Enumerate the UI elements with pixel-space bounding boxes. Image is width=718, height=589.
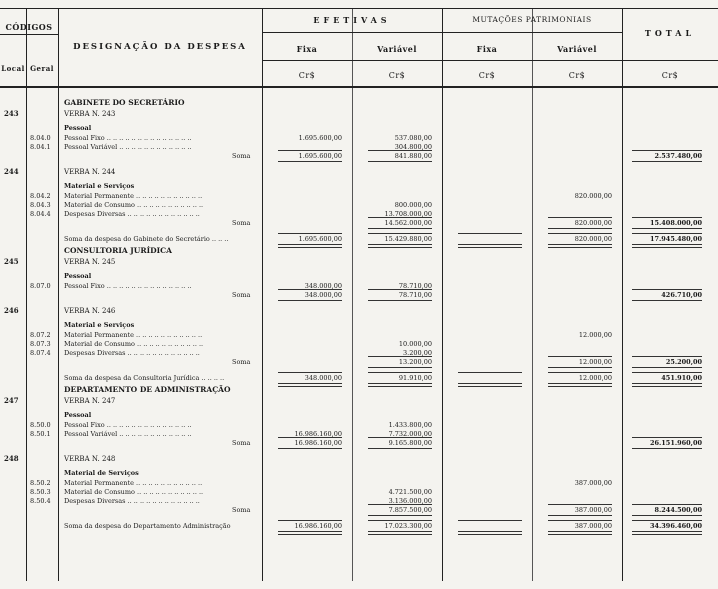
- ledger-row-sub: [0, 271, 718, 281]
- sum-underline: [368, 515, 432, 516]
- value-efetiva-variavel: 13.200,00: [398, 358, 432, 366]
- ledger-row-sub: [0, 181, 718, 191]
- description: VERBA N. 243: [64, 110, 116, 118]
- description: Material de Consumo .. .. .. .. .. .. .. .. .. .. ..: [64, 201, 204, 209]
- value-efetiva-fixa: 348.000,00: [304, 374, 342, 382]
- description: Despesas Diversas .. .. .. .. .. .. .. .. .. .. .. ..: [64, 497, 200, 505]
- value-efetiva-variavel: 10.000,00: [398, 340, 432, 348]
- sum-rule: [368, 520, 432, 521]
- value-efetiva-variavel: 304.800,00: [394, 143, 432, 151]
- sum-rule: [632, 233, 702, 234]
- ledger-row-soma: [0, 357, 718, 367]
- sum-underline: [632, 300, 702, 301]
- description: VERBA N. 245: [64, 258, 116, 266]
- header-total: TOTAL: [644, 28, 696, 38]
- description: VERBA N. 248: [64, 455, 116, 463]
- ledger-row-section: [0, 98, 718, 108]
- value-efetiva-variavel: 78.710,00: [398, 291, 432, 299]
- code-local: 244: [4, 167, 19, 176]
- sum-underline: [368, 161, 432, 162]
- description: Material de Consumo .. .. .. .. .. .. .. .. .. .. ..: [64, 488, 204, 496]
- code-local: 247: [4, 396, 19, 405]
- sum-underline: [278, 531, 342, 535]
- code-geral: 8.04.3: [30, 201, 51, 209]
- code-geral: 8.50.1: [30, 430, 51, 438]
- ledger-row-verba: [0, 257, 718, 267]
- description: Pessoal Fixo .. .. .. .. .. .. .. .. .. .. .. .. .. ..: [64, 282, 192, 290]
- description: VERBA N. 247: [64, 397, 116, 405]
- sum-rule: [278, 520, 342, 521]
- currency-variavel: Cr$: [388, 71, 406, 80]
- description: Despesas Diversas .. .. .. .. .. .. .. .. .. .. .. ..: [64, 210, 200, 218]
- description: Soma: [232, 152, 251, 160]
- header-geral: Geral: [30, 64, 54, 73]
- header-top-rule: [0, 8, 718, 9]
- description: Material Permanente .. .. .. .. .. .. .. .. .. .. ..: [64, 192, 203, 200]
- value-total: 34.396.460,00: [649, 522, 702, 530]
- currency-mvariavel: Cr$: [568, 71, 586, 80]
- code-local: 248: [4, 454, 19, 463]
- currency-mfixa: Cr$: [478, 71, 496, 80]
- description: Material de Serviços: [64, 469, 139, 477]
- ledger-row-verba: [0, 306, 718, 316]
- description: VERBA N. 244: [64, 168, 116, 176]
- sum-underline: [548, 228, 612, 229]
- sum-rule: [368, 150, 432, 151]
- header-local: Local: [1, 64, 25, 73]
- code-local: 246: [4, 306, 19, 315]
- code-geral: 8.07.4: [30, 349, 51, 357]
- ledger-row-soma: [0, 151, 718, 161]
- ledger-row-sub: [0, 410, 718, 420]
- ledger-row-verba: [0, 109, 718, 119]
- codigos-rule: [0, 34, 58, 35]
- description: Pessoal: [64, 124, 92, 132]
- sum-underline: [632, 448, 702, 449]
- value-efetiva-fixa: 348.000,00: [304, 282, 342, 290]
- description: Pessoal: [64, 411, 92, 419]
- sum-underline: [368, 531, 432, 535]
- sum-rule: [458, 233, 522, 234]
- value-efetiva-fixa: 16.986.160,00: [294, 430, 342, 438]
- code-geral: 8.07.2: [30, 331, 51, 339]
- header-mutacoes: MUTAÇÕES PATRIMONIAIS: [472, 15, 592, 24]
- description: Material e Serviços: [64, 321, 135, 329]
- ledger-row-verba: [0, 454, 718, 464]
- value-total: 15.408.000,00: [649, 219, 702, 227]
- value-mutacao-variavel: 12.000,00: [578, 358, 612, 366]
- description: Soma: [232, 439, 251, 447]
- description: Material de Consumo .. .. .. .. .. .. .. .. .. .. ..: [64, 340, 204, 348]
- sum-rule: [458, 372, 522, 373]
- sum-underline: [632, 161, 702, 162]
- value-efetiva-variavel: 78.710,00: [398, 282, 432, 290]
- sum-rule: [548, 520, 612, 521]
- sum-rule: [548, 217, 612, 218]
- sum-rule: [278, 437, 342, 438]
- value-mutacao-variavel: 387.000,00: [574, 522, 612, 530]
- header-mfixa: Fixa: [476, 44, 498, 54]
- value-efetiva-variavel: 1.433.800,00: [388, 421, 432, 429]
- value-efetiva-variavel: 841.880,00: [394, 152, 432, 160]
- header-designacao: DESIGNAÇÃO DA DESPESA: [73, 42, 247, 52]
- value-total: 25.200,00: [665, 358, 702, 366]
- sum-rule: [458, 520, 522, 521]
- description: Pessoal: [64, 272, 92, 280]
- sum-rule: [278, 372, 342, 373]
- sum-rule: [368, 437, 432, 438]
- sum-underline: [632, 228, 702, 229]
- description: Soma da despesa do Gabinete do Secretário .. .. ..: [64, 235, 229, 243]
- value-total: 451.910,00: [661, 374, 702, 382]
- description: Pessoal Variável .. .. .. .. .. .. .. .. .. .. .. ..: [64, 430, 192, 438]
- ledger-row-section: [0, 246, 718, 256]
- value-efetiva-variavel: 4.721.500,00: [388, 488, 432, 496]
- currency-fixa: Cr$: [298, 71, 316, 80]
- description: Despesas Diversas .. .. .. .. .. .. .. .. .. .. .. ..: [64, 349, 200, 357]
- description: Soma da despesa da Consultoria Jurídica .. .. .. ..: [64, 374, 225, 382]
- sum-rule: [368, 217, 432, 218]
- ledger-row-section: [0, 385, 718, 395]
- code-geral: 8.07.3: [30, 340, 51, 348]
- sum-rule: [632, 150, 702, 151]
- value-efetiva-fixa: 1.695.600,00: [298, 152, 342, 160]
- description: Soma da despesa do Departamento Administração: [64, 522, 231, 530]
- value-efetiva-variavel: 7.857.500,00: [388, 506, 432, 514]
- code-geral: 8.50.0: [30, 421, 51, 429]
- currency-total: Cr$: [661, 71, 679, 80]
- sum-underline: [368, 228, 432, 229]
- description: Pessoal Fixo .. .. .. .. .. .. .. .. .. .. .. .. .. ..: [64, 421, 192, 429]
- sum-underline: [368, 367, 432, 368]
- description: Material e Serviços: [64, 182, 135, 190]
- sum-rule: [548, 356, 612, 357]
- code-local: 243: [4, 109, 19, 118]
- sum-underline: [368, 300, 432, 301]
- value-efetiva-variavel: 7.732.000,00: [388, 430, 432, 438]
- value-mutacao-variavel: 387.000,00: [574, 506, 612, 514]
- sum-rule: [548, 504, 612, 505]
- sum-underline: [368, 448, 432, 449]
- header-variavel: Variável: [377, 44, 417, 54]
- value-mutacao-variavel: 820.000,00: [574, 235, 612, 243]
- value-efetiva-variavel: 9.165.800,00: [388, 439, 432, 447]
- value-efetiva-fixa: 16.986.160,00: [294, 439, 342, 447]
- ledger-row-sub: [0, 320, 718, 330]
- code-geral: 8.07.0: [30, 282, 51, 290]
- value-efetiva-variavel: 17.023.300,00: [384, 522, 432, 530]
- ledger-row-soma: [0, 505, 718, 515]
- description: VERBA N. 246: [64, 307, 116, 315]
- description: GABINETE DO SECRETÁRIO: [64, 98, 185, 107]
- ledger-row-soma: [0, 290, 718, 300]
- sum-rule: [632, 356, 702, 357]
- ledger-row-somad: [0, 373, 718, 383]
- description: CONSULTORIA JURÍDICA: [64, 246, 172, 255]
- value-mutacao-variavel: 387.000,00: [574, 479, 612, 487]
- sum-rule: [368, 504, 432, 505]
- sum-underline: [458, 531, 522, 535]
- sum-underline: [278, 448, 342, 449]
- sum-rule: [548, 372, 612, 373]
- value-mutacao-variavel: 12.000,00: [578, 374, 612, 382]
- value-efetiva-variavel: 14.562.000,00: [384, 219, 432, 227]
- value-efetiva-variavel: 3.200,00: [403, 349, 432, 357]
- subhead-rule: [262, 60, 718, 61]
- value-efetiva-fixa: 16.986.160,00: [294, 522, 342, 530]
- sum-underline: [548, 531, 612, 535]
- ledger-row-soma: [0, 218, 718, 228]
- code-local: 245: [4, 257, 19, 266]
- ledger-row-verba: [0, 167, 718, 177]
- sum-rule: [278, 289, 342, 290]
- description: Soma: [232, 219, 251, 227]
- description: Material Permanente .. .. .. .. .. .. .. .. .. .. ..: [64, 331, 203, 339]
- sum-rule: [368, 233, 432, 234]
- value-mutacao-variavel: 820.000,00: [574, 219, 612, 227]
- ledger-row-sub: [0, 123, 718, 133]
- header-fixa: Fixa: [296, 44, 318, 54]
- description: DEPARTAMENTO DE ADMINISTRAÇÃO: [64, 385, 231, 394]
- value-mutacao-variavel: 820.000,00: [574, 192, 612, 200]
- sum-rule: [632, 217, 702, 218]
- code-geral: 8.50.4: [30, 497, 51, 505]
- sum-underline: [278, 300, 342, 301]
- value-total: 8.244.500,00: [654, 506, 702, 514]
- sum-rule: [368, 289, 432, 290]
- sum-rule: [278, 233, 342, 234]
- value-efetiva-fixa: 348.000,00: [304, 291, 342, 299]
- header-mvariavel: Variável: [557, 44, 597, 54]
- value-total: 2.537.480,00: [654, 152, 702, 160]
- value-total: 426.710,00: [661, 291, 702, 299]
- description: Pessoal Fixo .. .. .. .. .. .. .. .. .. .. .. .. .. ..: [64, 134, 192, 142]
- header-codigos: CÓDIGOS: [5, 22, 53, 32]
- code-geral: 8.50.3: [30, 488, 51, 496]
- code-geral: 8.04.0: [30, 134, 51, 142]
- value-efetiva-variavel: 3.136.000,00: [388, 497, 432, 505]
- description: Soma: [232, 358, 251, 366]
- description: Soma: [232, 291, 251, 299]
- sum-underline: [632, 531, 702, 535]
- header-bottom-rule: [0, 86, 718, 88]
- sum-rule: [368, 356, 432, 357]
- sum-underline: [548, 515, 612, 516]
- sum-underline: [632, 367, 702, 368]
- ledger-row-somad: [0, 234, 718, 244]
- ledger-row-sub: [0, 468, 718, 478]
- sum-underline: [632, 515, 702, 516]
- sum-rule: [278, 150, 342, 151]
- group-rule: [262, 32, 622, 33]
- description: Soma: [232, 506, 251, 514]
- sum-underline: [548, 367, 612, 368]
- sum-rule: [368, 372, 432, 373]
- value-efetiva-variavel: 15.429.880,00: [384, 235, 432, 243]
- value-mutacao-variavel: 12.000,00: [578, 331, 612, 339]
- sum-underline: [278, 161, 342, 162]
- sum-rule: [632, 520, 702, 521]
- value-efetiva-variavel: 91.910,00: [398, 374, 432, 382]
- code-geral: 8.04.4: [30, 210, 51, 218]
- value-total: 17.945.480,00: [649, 235, 702, 243]
- description: Material Permanente .. .. .. .. .. .. .. .. .. .. ..: [64, 479, 203, 487]
- value-efetiva-variavel: 537.080,00: [394, 134, 432, 142]
- sum-rule: [632, 372, 702, 373]
- ledger-row-somad: [0, 521, 718, 531]
- ledger-row-verba: [0, 396, 718, 406]
- sum-rule: [632, 437, 702, 438]
- description: Pessoal Variável .. .. .. .. .. .. .. .. .. .. .. ..: [64, 143, 192, 151]
- sum-rule: [632, 504, 702, 505]
- ledger-row-soma: [0, 438, 718, 448]
- value-efetiva-fixa: 1.695.600,00: [298, 235, 342, 243]
- sum-rule: [632, 289, 702, 290]
- value-efetiva-fixa: 1.695.600,00: [298, 134, 342, 142]
- value-efetiva-variavel: 13.708.000,00: [384, 210, 432, 218]
- value-total: 26.151.960,00: [649, 439, 702, 447]
- value-efetiva-variavel: 800.000,00: [394, 201, 432, 209]
- code-geral: 8.04.1: [30, 143, 51, 151]
- sum-rule: [548, 233, 612, 234]
- code-geral: 8.50.2: [30, 479, 51, 487]
- header-efetivas: EFETIVAS: [313, 15, 391, 25]
- code-geral: 8.04.2: [30, 192, 51, 200]
